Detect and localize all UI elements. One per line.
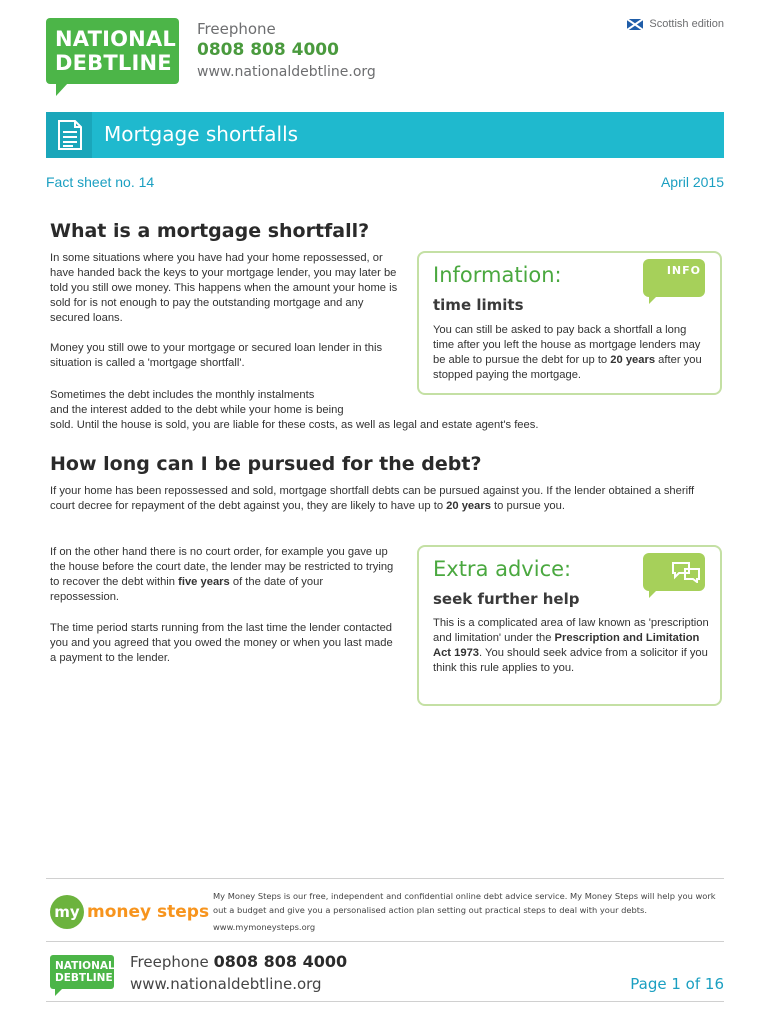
section2-paragraph1: If your home has been repossessed and sold, mortgage shortfall debts can be pursued against you. If the lender obtained a sheriff court decree for repayment of the debt against you, they are likely to have up to 20 years to pursue you. <box>50 485 695 512</box>
freephone-number: 0808 808 4000 <box>197 40 339 60</box>
info-box-text: You can still be asked to pay back a shortfall a long time after you left the house as mortgage lenders may be able to pursue the debt for up to 20 years after you stopped paying the mortgage. <box>433 324 702 381</box>
section1-paragraph1: In some situations where you have had your home repossessed, or have handed back the keys to your mortgage lender, you may later be told you still owe money. This happens when the amount your home is sold for is not enough to pay the outstanding mortgage and any secured loans. <box>50 252 398 324</box>
scottish-flag-icon <box>627 19 643 30</box>
section-heading-how-long: How long can I be pursued for the debt? <box>50 453 482 475</box>
website-link[interactable]: www.nationaldebtline.org <box>197 64 376 80</box>
footer-website[interactable]: www.nationaldebtline.org <box>130 975 322 993</box>
my-money-steps-logo: my money steps <box>50 895 209 929</box>
section1-paragraph2: Money you still owe to your mortgage or secured loan lender in this situation is called a 'mortgage shortfall'. <box>50 342 383 369</box>
footer-freephone: Freephone 0808 808 4000 <box>130 952 348 971</box>
section2-paragraph3: The time period starts running from the last time the lender contacted you and you agreed that you owed the money or when you last made a payment to the lender. <box>50 622 393 664</box>
information-box <box>417 251 722 395</box>
info-box-subtitle: time limits <box>433 296 524 314</box>
national-debtline-logo <box>46 18 179 84</box>
logo-line1: NATIONAL <box>55 27 176 51</box>
footer-divider-top <box>46 878 724 879</box>
extra-advice-box <box>417 545 722 706</box>
my-money-steps-url[interactable]: www.mymoneysteps.org <box>213 922 316 932</box>
title-banner <box>46 112 724 158</box>
advice-box-subtitle: seek further help <box>433 590 580 608</box>
logo-line2: DEBTLINE <box>55 51 172 75</box>
advice-box-title: Extra advice: <box>433 557 572 581</box>
edition-label: Scottish edition <box>627 18 724 30</box>
freephone-label: Freephone <box>197 20 276 38</box>
document-icon <box>46 112 92 158</box>
publication-date: April 2015 <box>660 174 724 190</box>
advice-box-text: This is a complicated area of law known as 'prescription and limitation' under the Prescription and Limitation Act 1973. You should seek advice from a solicitor if you think this rule applies to you. <box>433 617 709 674</box>
footer-divider-bottom <box>46 1001 724 1002</box>
info-box-title: Information: <box>433 263 562 287</box>
section-heading-what-is: What is a mortgage shortfall? <box>50 220 370 242</box>
section1-paragraph3: Sometimes the debt includes the monthly instalments and the interest added to the debt while your home is being sold. Until the house is sold, you are liable for these costs, as well as legal and estate agent's fees. <box>50 389 539 431</box>
national-debtline-logo-small: NATIONAL DEBTLINE <box>50 955 114 989</box>
info-badge: INFO <box>643 259 705 297</box>
fact-sheet-number: Fact sheet no. 14 <box>46 174 155 190</box>
speech-bubbles-icon <box>643 553 705 591</box>
my-money-steps-description: My Money Steps is our free, independent and confidential online debt advice service. My Money Steps will help you work out a budget and give you a personalised action plan setting out practical steps to deal with your debts. <box>213 891 716 915</box>
section2-paragraph2: If on the other hand there is no court order, for example you gave up the house before the court date, the lender may be restricted to trying to recover the debt within five years of the date of your repossession. <box>50 546 394 603</box>
page-title: Mortgage shortfalls <box>104 122 299 146</box>
footer-divider-middle <box>46 941 724 942</box>
page-number: Page 1 of 16 <box>630 975 724 993</box>
